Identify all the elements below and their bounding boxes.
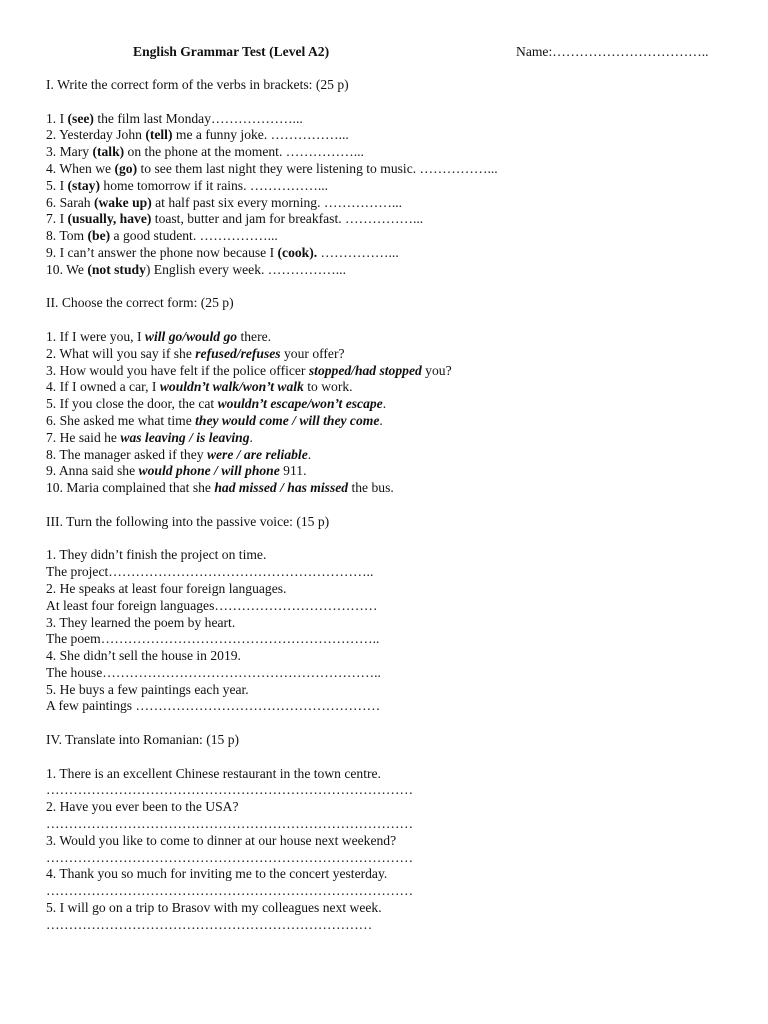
header [0, 44, 768, 62]
verb-exercise-item: 6. Sarah (wake up) at half past six every morning. ……………... [46, 194, 403, 210]
section-1-items [46, 111, 746, 279]
translation-sentence: 4. Thank you so much for inviting me to the concert yesterday. [46, 866, 388, 882]
test-title: English Grammar Test (Level A2) [133, 44, 330, 59]
choice-exercise-item: 6. She asked me what time they would come / will they come. [46, 412, 383, 428]
verb-exercise-item: 10. We (not study) English every week. ……………... [46, 261, 346, 277]
answer-line: ……………………………………………………………………… [46, 782, 414, 798]
section-2-items [46, 329, 746, 497]
passive-sentence: 1. They didn’t finish the project on time. [46, 547, 267, 563]
verb-exercise-item: 8. Tom (be) a good student. ……………... [46, 228, 278, 244]
verb-exercise-item: 5. I (stay) home tomorrow if it rains. ……………... [46, 177, 329, 193]
section-1-title: I. Write the correct form of the verbs in brackets: (25 p) [46, 77, 349, 92]
answer-line: ……………………………………………………………………… [46, 849, 414, 865]
choice-exercise-item: 3. How would you have felt if the police officer stopped/had stopped you? [46, 362, 452, 378]
choice-exercise-item: 4. If I owned a car, I wouldn’t walk/won’t walk to work. [46, 379, 353, 395]
section-3-title: III. Turn the following into the passive voice: (15 p) [46, 513, 330, 529]
answer-line: ……………………………………………………………………… [46, 816, 414, 832]
section-4-title: IV. Translate into Romanian: (15 p) [46, 732, 240, 748]
name-field-label: Name:…………………………….. [516, 44, 709, 59]
answer-line: The poem…………………………………………………….. [46, 631, 380, 647]
section-3-items [46, 547, 746, 715]
test-content [46, 77, 746, 934]
choice-exercise-item: 2. What will you say if she refused/refuses your offer? [46, 345, 345, 361]
verb-exercise-item: 4. When we (go) to see them last night they were listening to music. ……………... [46, 160, 498, 176]
section-4-items [46, 766, 746, 934]
verb-exercise-item: 9. I can’t answer the phone now because I (cook). ……………... [46, 244, 399, 260]
answer-line: ……………………………………………………………… [46, 916, 373, 932]
translation-sentence: 2. Have you ever been to the USA? [46, 799, 239, 815]
passive-sentence: 3. They learned the poem by heart. [46, 614, 236, 630]
translation-sentence: 1. There is an excellent Chinese restaurant in the town centre. [46, 765, 381, 781]
translation-sentence: 5. I will go on a trip to Brasov with my colleagues next week. [46, 900, 382, 916]
answer-line: The house…………………………………………………….. [46, 664, 381, 680]
choice-exercise-item: 7. He said he was leaving / is leaving. [46, 429, 253, 445]
choice-exercise-item: 10. Maria complained that she had missed / has missed the bus. [46, 480, 394, 496]
passive-sentence: 2. He speaks at least four foreign languages. [46, 580, 287, 596]
passive-sentence: 5. He buys a few paintings each year. [46, 681, 249, 697]
verb-exercise-item: 3. Mary (talk) on the phone at the moment. ……………... [46, 144, 364, 160]
answer-line: A few paintings ……………………………………………… [46, 698, 381, 714]
verb-exercise-item: 2. Yesterday John (tell) me a funny joke. ……………... [46, 127, 349, 143]
answer-line: The project………………………………………………….. [46, 564, 374, 580]
choice-exercise-item: 1. If I were you, I will go/would go there. [46, 328, 272, 344]
verb-exercise-item: 7. I (usually, have) toast, butter and jam for breakfast. ……………... [46, 211, 424, 227]
choice-exercise-item: 8. The manager asked if they were / are reliable. [46, 446, 312, 462]
answer-line: ……………………………………………………………………… [46, 883, 414, 899]
answer-line: At least four foreign languages……………………………… [46, 597, 378, 613]
passive-sentence: 4. She didn’t sell the house in 2019. [46, 648, 241, 664]
section-2-title: II. Choose the correct form: (25 p) [46, 295, 234, 311]
choice-exercise-item: 9. Anna said she would phone / will phone 911. [46, 463, 307, 479]
choice-exercise-item: 5. If you close the door, the cat wouldn’t escape/won’t escape. [46, 396, 387, 412]
translation-sentence: 3. Would you like to come to dinner at our house next weekend? [46, 832, 397, 848]
verb-exercise-item: 1. I (see) the film last Monday………………... [46, 110, 303, 126]
